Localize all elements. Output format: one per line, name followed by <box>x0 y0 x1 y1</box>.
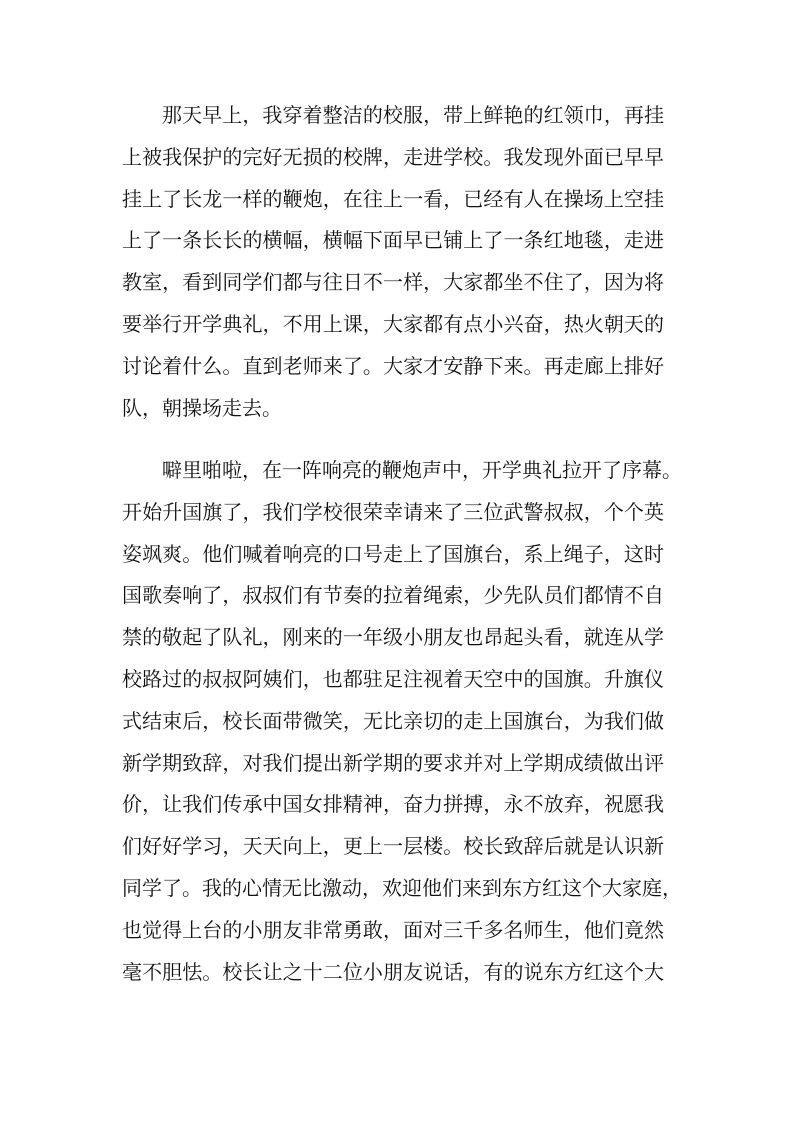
text-line: 也觉得上台的小朋友非常勇敢，面对三千多名师生，他们竟然 <box>122 917 664 942</box>
text-line: 上了一条长长的横幅，横幅下面早已铺上了一条红地毯，走进 <box>122 228 664 253</box>
text-line: 新学期致辞，对我们提出新学期的要求并对上学期成绩做出评 <box>122 750 664 775</box>
text-line: 国歌奏响了，叔叔们有节奏的拉着绳索，少先队员们都情不自 <box>122 583 664 608</box>
text-line: 姿飒爽。他们喊着响亮的口号走上了国旗台，系上绳子，这时 <box>122 541 664 566</box>
text-line: 教室，看到同学们都与往日不一样，大家都坐不住了，因为将 <box>122 270 664 295</box>
text-line: 开始升国旗了，我们学校很荣幸请来了三位武警叔叔，个个英 <box>122 499 664 524</box>
text-line: 毫不胆怯。校长让之十二位小朋友说话，有的说东方红这个大 <box>122 959 664 984</box>
text-line: 同学了。我的心情无比激动，欢迎他们来到东方红这个大家庭， <box>122 875 682 900</box>
paragraph <box>122 95 664 429</box>
paragraph <box>122 450 682 993</box>
text-line: 要举行开学典礼，不用上课，大家都有点小兴奋，热火朝天的 <box>122 311 664 336</box>
text-line: 噼里啪啦，在一阵响亮的鞭炮声中，开学典礼拉开了序幕。 <box>162 458 682 482</box>
text-line: 讨论着什么。直到老师来了。大家才安静下来。再走廊上排好 <box>122 353 664 378</box>
text-line: 那天早上，我穿着整洁的校服，带上鲜艳的红领巾，再挂 <box>162 103 664 127</box>
text-line: 挂上了长龙一样的鞭炮，在往上一看，已经有人在操场上空挂 <box>122 186 664 211</box>
text-line: 们好好学习，天天向上，更上一层楼。校长致辞后就是认识新 <box>122 834 664 859</box>
text-line: 禁的敬起了队礼，刚来的一年级小朋友也昂起头看，就连从学 <box>122 625 664 650</box>
text-line: 式结束后，校长面带微笑，无比亲切的走上国旗台，为我们做 <box>122 708 664 733</box>
text-line: 上被我保护的完好无损的校牌，走进学校。我发现外面已早早 <box>122 144 664 169</box>
text-line: 价，让我们传承中国女排精神，奋力拼搏，永不放弃，祝愿我 <box>122 792 664 817</box>
text-line: 队，朝操场走去。 <box>122 395 282 420</box>
text-line: 校路过的叔叔阿姨们，也都驻足注视着天空中的国旗。升旗仪 <box>122 666 664 691</box>
